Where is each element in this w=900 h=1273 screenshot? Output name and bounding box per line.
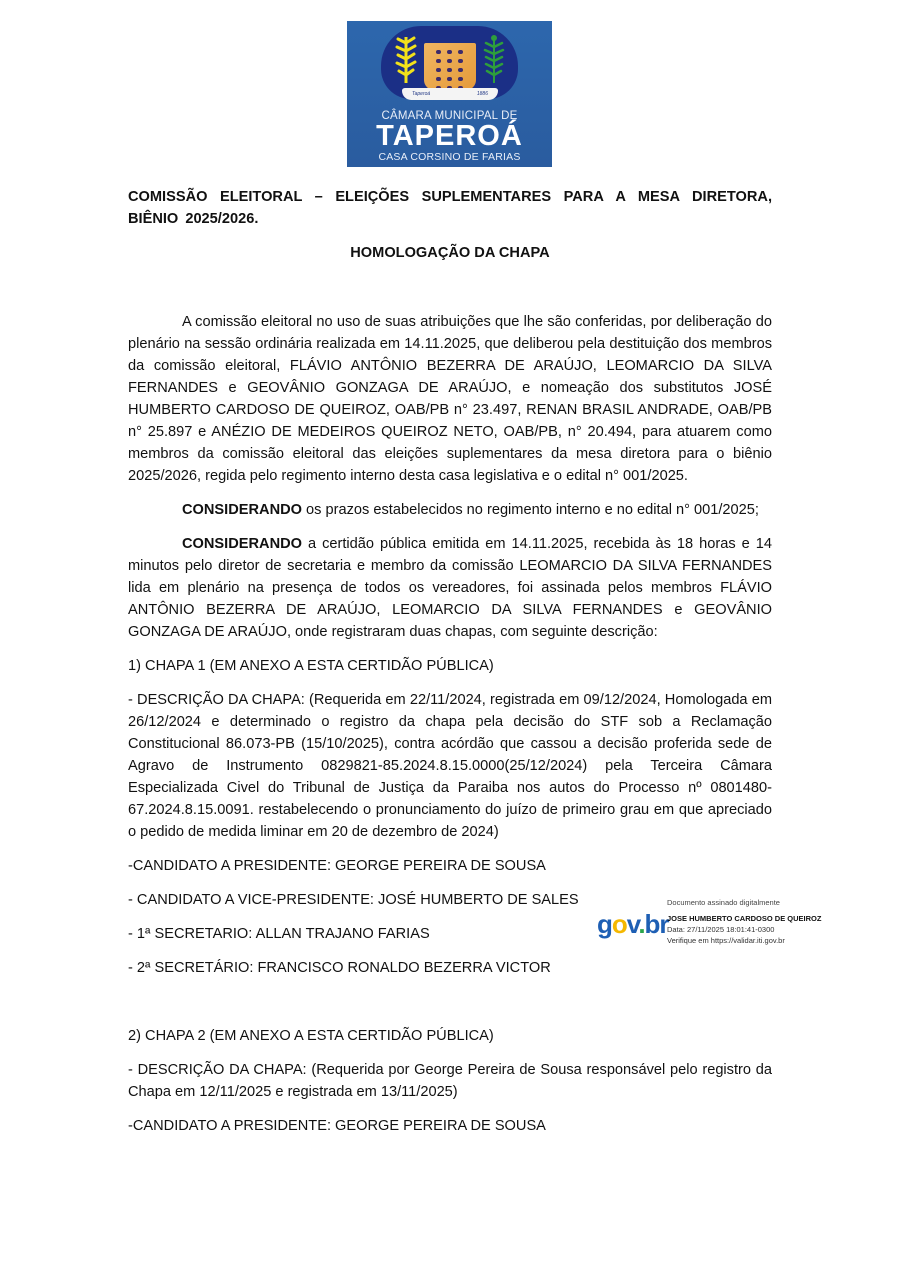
considerando-paragraph-2 [128, 533, 772, 643]
logo-line-3: CASA CORSINO DE FARIAS [378, 151, 521, 163]
leaf-branch-icon [483, 33, 505, 85]
chapa1-member: - 2ª SECRETÁRIO: FRANCISCO RONALDO BEZERRA VICTOR [128, 960, 551, 976]
considerando-text: a certidão pública emitida em 14.11.2025, recebida às 18 horas e 14 minutos pelo diretor de secretaria e membro da comissão LEOMARCIO DA SILVA FERNANDES lida em plenário na presença de todos os vereadores, foi assinada pelos membros FLÁVIO ANTÔNIO BEZERRA DE ARAÚJO, LEOMARCIO DA SILVA FERNANDES e GEOVÂNIO GONZAGA DE ARAÚJO, onde registraram duas chapas, com seguinte descrição: [128, 536, 772, 640]
chapa1-heading: 1) CHAPA 1 (EM ANEXO A ESTA CERTIDÃO PÚBLICA) [128, 658, 494, 674]
digital-signature-stamp [597, 897, 837, 957]
signature-header: Documento assinado digitalmente [667, 898, 780, 907]
signature-date: Data: 27/11/2025 18:01:41-0300 [667, 925, 775, 934]
ribbon-year: 1886 [476, 91, 488, 97]
chapa1-description: - DESCRIÇÃO DA CHAPA: (Requerida em 22/11/2024, registrada em 09/12/2024, Homologada em 26/12/2024 e determinado o registro da chapa pela decisão do STF sob a Reclamação Constitucional 86.073-PB (15/10/2025), contra acórdão que cassou a decisão proferida sede de Agravo de Instrumento 0829821-85.2024.8.15.0000(25/12/2024) pela Terceira Câmara Especializada Civel do Tribunal de Justiça da Paraiba nos autos do Processo nº 0801480-67.2024.8.15.0091. restabelecendo o pronunciamento do juízo de primeiro grau em que apreciado o pedido de medida liminar em 20 de dezembro de 2024) [128, 692, 772, 840]
intro-paragraph: A comissão eleitoral no uso de suas atribuições que lhe são conferidas, por deliberação do plenário na sessão ordinária realizada em 14.11.2025, que deliberou pela destituição dos membros da comissão eleitoral, FLÁVIO ANTÔNIO BEZERRA DE ARAÚJO, LEOMARCIO DA SILVA FERNANDES e GEOVÂNIO GONZAGA DE ARAÚJO, e nomeação dos substitutos JOSÉ HUMBERTO CARDOSO DE QUEIROZ, OAB/PB n° 23.497, RENAN BRASIL ANDRADE, OAB/PB n° 25.897 e ANÉZIO DE MEDEIROS QUEIROZ NETO, OAB/PB, n° 20.494, para atuarem como membros da comissão eleitoral das eleições suplementares da mesa diretora para o biênio 2025/2026, regida pelo regimento interno desta casa legislativa e o edital n° 001/2025. [128, 314, 772, 484]
considerando-paragraph-1 [128, 499, 772, 521]
crest-ribbon [402, 88, 498, 100]
signature-info [667, 897, 821, 946]
logo-line-1: CÂMARA MUNICIPAL DE [381, 110, 518, 122]
camara-municipal-logo [347, 21, 552, 167]
chapa1-member: -CANDIDATO A PRESIDENTE: GEORGE PEREIRA DE SOUSA [128, 858, 546, 874]
chapa2-member: -CANDIDATO A PRESIDENTE: GEORGE PEREIRA DE SOUSA [128, 1118, 546, 1134]
considerando-lead: CONSIDERANDO [182, 502, 302, 518]
ribbon-city: Taperoá [412, 91, 431, 97]
document-title: COMISSÃO ELEITORAL – ELEIÇÕES SUPLEMENTARES PARA A MESA DIRETORA, BIÊNIO 2025/2026. [128, 189, 772, 227]
sugarcane-plant-icon [395, 33, 417, 85]
gov-br-logo: gov.br [597, 909, 669, 939]
signer-name: JOSE HUMBERTO CARDOSO DE QUEIROZ [667, 914, 822, 923]
shield-dots [434, 48, 466, 88]
chapa1-member: - CANDIDATO A VICE-PRESIDENTE: JOSÉ HUMBERTO DE SALES [128, 892, 579, 908]
considerando-text: os prazos estabelecidos no regimento interno e no edital n° 001/2025; [302, 502, 759, 518]
signature-verify-link[interactable]: Verifique em https://validar.iti.gov.br [667, 936, 785, 945]
chapa2-heading: 2) CHAPA 2 (EM ANEXO A ESTA CERTIDÃO PÚBLICA) [128, 1028, 494, 1044]
chapa2-description: - DESCRIÇÃO DA CHAPA: (Requerida por George Pereira de Sousa responsável pelo registro da Chapa em 12/11/2025 e registrada em 13/11/2025) [128, 1062, 772, 1100]
document-body [128, 186, 772, 1137]
logo-line-2: TAPEROÁ [376, 120, 523, 152]
chapa1-member: - 1ª SECRETARIO: ALLAN TRAJANO FARIAS [128, 926, 430, 942]
document-subtitle: HOMOLOGAÇÃO DA CHAPA [350, 245, 550, 261]
considerando-lead: CONSIDERANDO [182, 536, 302, 552]
